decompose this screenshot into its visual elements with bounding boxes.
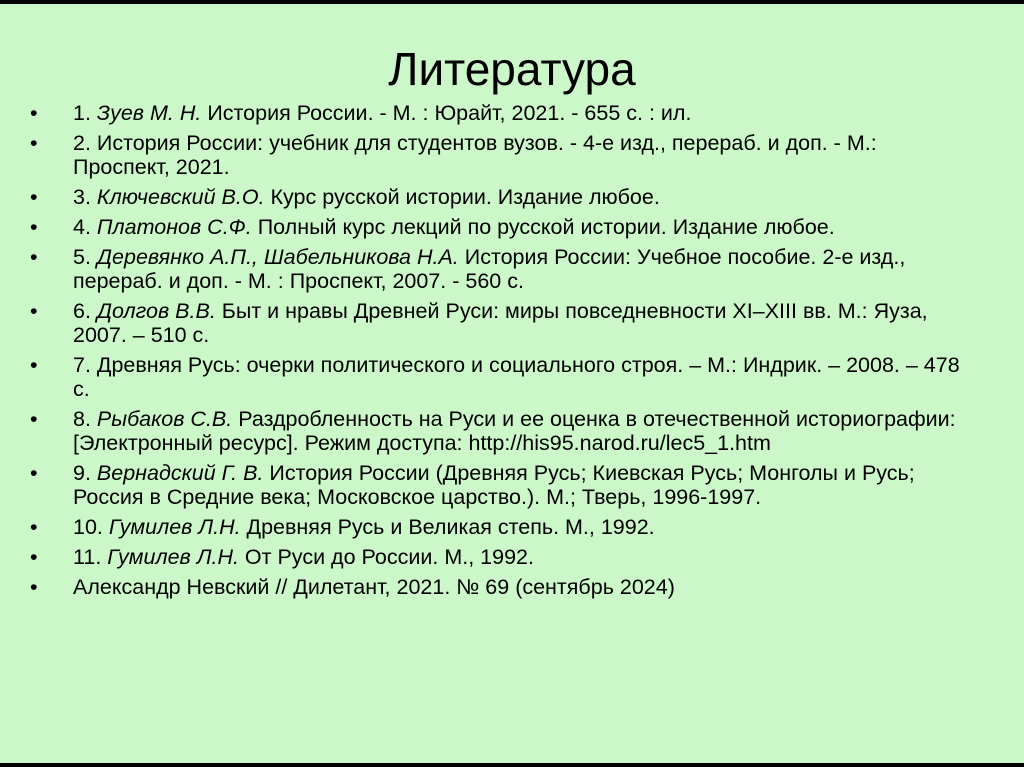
- bullet-icon: •: [30, 131, 38, 155]
- reference-item: [30, 101, 975, 125]
- reference-item: [30, 407, 975, 455]
- bullet-icon: •: [30, 461, 38, 485]
- reference-number: 6.: [73, 299, 97, 323]
- reference-author: Гумилев Л.Н.: [108, 515, 241, 539]
- reference-number: 9.: [73, 461, 97, 485]
- reference-number: 3.: [73, 185, 97, 209]
- reference-number: 2.: [73, 131, 97, 155]
- bullet-icon: •: [30, 545, 38, 569]
- reference-text: Полный курс лекций по русской истории. Издание любое.: [251, 215, 835, 239]
- bullet-icon: •: [30, 299, 38, 323]
- bullet-icon: •: [30, 245, 38, 269]
- reference-text: История России (Древняя Русь; Киевская Русь; Монголы и Русь; Россия в Средние века; Московское царство.). М.; Тверь, 1996-1997.: [73, 461, 915, 509]
- reference-item: [30, 299, 975, 347]
- reference-item: [30, 461, 975, 509]
- reference-text: История России: учебник для студентов вузов. - 4-е изд., перераб. и доп. - М.: Проспект, 2021.: [73, 131, 877, 179]
- bullet-icon: •: [30, 407, 38, 431]
- reference-item: [30, 245, 975, 293]
- reference-author: Долгов В.В.: [96, 299, 216, 323]
- reference-text: Раздробленность на Руси и ее оценка в отечественной историографии: [Электронный ресурс]. Режим доступа: http://his95.narod.ru/lec5_1.htm: [73, 407, 956, 455]
- slide-bottom-border: [0, 763, 1024, 767]
- reference-list: [30, 101, 975, 605]
- reference-item: [30, 353, 975, 401]
- reference-author: Зуев М. Н.: [96, 101, 202, 125]
- reference-item: [30, 131, 975, 179]
- reference-item: [30, 215, 975, 239]
- reference-number: 10.: [73, 515, 109, 539]
- reference-item: [30, 575, 975, 599]
- reference-number: 8.: [73, 407, 97, 431]
- reference-author: Гумилев Л.Н.: [107, 545, 239, 569]
- reference-text: От Руси до России. М., 1992.: [238, 545, 534, 569]
- reference-text: Курс русской истории. Издание любое.: [264, 185, 660, 209]
- reference-text: История России: Учебное пособие. 2-е изд., перераб. и доп. - М. : Проспект, 2007. - 560 с.: [73, 245, 906, 293]
- bullet-icon: •: [30, 575, 38, 599]
- reference-author: Рыбаков С.В.: [96, 407, 233, 431]
- reference-number: 7.: [73, 353, 97, 377]
- slide-title: Литература: [388, 43, 636, 95]
- reference-author: Платонов С.Ф.: [96, 215, 252, 239]
- reference-item: [30, 545, 975, 569]
- reference-text: Быт и нравы Древней Руси: миры повседневности XI–XIII вв. М.: Яуза, 2007. – 510 с.: [73, 299, 928, 347]
- bullet-icon: •: [30, 353, 38, 377]
- reference-number: 11.: [73, 545, 108, 569]
- bullet-icon: •: [30, 515, 38, 539]
- reference-number: 4.: [73, 215, 97, 239]
- bullet-icon: •: [30, 185, 38, 209]
- reference-number: 1.: [73, 101, 97, 125]
- reference-text: Александр Невский // Дилетант, 2021. № 69 (сентябрь 2024): [73, 575, 675, 599]
- reference-author: Вернадский Г. В.: [96, 461, 264, 485]
- bullet-icon: •: [30, 215, 38, 239]
- reference-item: [30, 515, 975, 539]
- bullet-icon: •: [30, 101, 38, 125]
- reference-text: История России. - М. : Юрайт, 2021. - 655 с. : ил.: [201, 101, 692, 125]
- reference-author: Деревянко А.П., Шабельникова Н.А.: [96, 245, 459, 269]
- reference-item: [30, 185, 975, 209]
- reference-author: Ключевский В.О.: [96, 185, 265, 209]
- slide-top-border: [0, 0, 1024, 4]
- reference-text: Древняя Русь и Великая степь. М., 1992.: [240, 515, 655, 539]
- reference-number: 5.: [73, 245, 97, 269]
- reference-text: Древняя Русь: очерки политического и социального строя. – М.: Индрик. – 2008. – 478 с.: [73, 353, 960, 401]
